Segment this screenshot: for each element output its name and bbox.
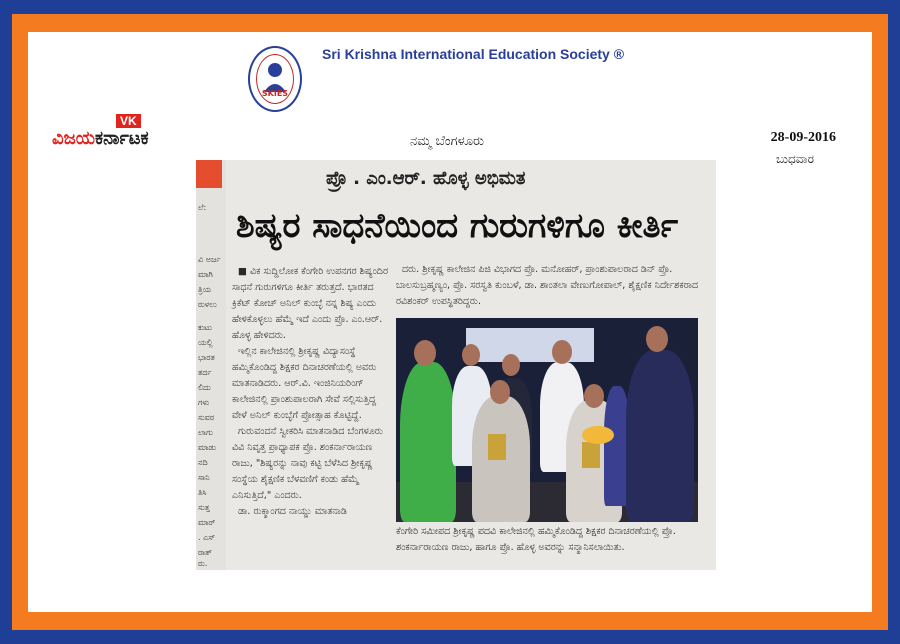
- left-fragment: ಸಾನಿ: [198, 473, 210, 482]
- body-paragraph: ಡಾ. ರುಕ್ಮಾಂಗದ ನಾಯ್ಡು ಮಾತನಾಡಿ: [238, 506, 347, 517]
- left-fragment: ತ್ರಿಯ: [198, 285, 212, 294]
- left-fragment: ಮಾರ್: [198, 518, 216, 527]
- stage-banner: [466, 328, 594, 362]
- left-fragment: ಲಾಗು: [198, 428, 213, 437]
- left-fragment: ಮಾಡು: [198, 443, 217, 452]
- left-fragment: ರುಳಲು: [198, 300, 217, 309]
- issue-weekday: ಬುಧವಾರ: [776, 152, 814, 166]
- left-fragment: ಲಿದು: [198, 383, 211, 392]
- newspaper-name-part2: ಕರ್ನಾಟಕ: [94, 128, 149, 149]
- left-fragment: ಸುತ್ತ: [198, 503, 210, 512]
- left-fragment: ತಿಸಿ: [198, 488, 207, 497]
- adjacent-column: [196, 160, 226, 570]
- left-fragment: ನದಿ: [198, 458, 208, 467]
- event-photo: [396, 318, 698, 522]
- left-fragment: ಮಾಗಿ: [198, 270, 213, 279]
- left-fragment: ವಿ ಅರ್ಜ: [198, 255, 221, 264]
- body-paragraph: ದರು. ಶ್ರೀಕೃಷ್ಣ ಕಾಲೇಜಿನ ಪಿಜಿ ವಿಭಾಗದ ಪ್ರೊ. ಮನೋಹರ್, ಪ್ರಾಂಶುಪಾಲರಾದ ಡಿನ್ ಪ್ರೊ. ಬಾಲಸುಬ್ರಹ್ಮಣ್ಯಂ, ಪ್ರೊ. ಸರಸ್ವತಿ ಕುಂಬಳೆ, ಡಾ. ಶಾಂತಲಾ ವೇಣುಗೋಪಾಲ್, ಶೈಕ್ಷಣಿಕ ನಿರ್ದೇಶಕರಾದ ರವಿಶಂಕರ್ ಉಪಸ್ಥಿತರಿದ್ದರು.: [396, 264, 699, 307]
- left-fragment: ಭಾರತ: [198, 353, 215, 362]
- body-paragraph: ಇಲ್ಲಿನ ಕಾಲೇಜಿನಲ್ಲಿ ಶ್ರೀಕೃಷ್ಣ ವಿದ್ಯಾಸಂಸ್ಥೆ ಹಮ್ಮಿಕೊಂಡಿದ್ದ ಶಿಕ್ಷಕರ ದಿನಾಚರಣೆಯಲ್ಲಿ ಅವರು ಮಾತನಾಡಿದರು. ಆರ್.ವಿ. ಇಂಜಿನಿಯರಿಂಗ್ ಕಾಲೇಜಿನಲ್ಲಿ ಪ್ರಾಂಶುಪಾಲರಾಗಿ ಸೇವೆ ಸಲ್ಲಿಸುತ್ತಿದ್ದ ವೇಳೆ ಅನಿಲ್ ಕುಂಬ್ಳೆಗೆ ಪ್ರೋತ್ಸಾಹ ಕೊಟ್ಟಿದ್ದೆ.: [232, 346, 377, 421]
- left-fragment: ಯಲ್ಲಿ: [198, 338, 213, 347]
- issue-date: 28-09-2016: [770, 130, 836, 145]
- memento: [582, 442, 600, 468]
- logo-text: SKIES: [261, 89, 289, 98]
- body-paragraph: ■ ವಿಕ ಸುದ್ದಿಲೋಕ ಕೆಂಗೇರಿ ಉಪನಗರ ಶಿಷ್ಯಂದಿರ ಸಾಧನೆ ಗುರುಗಳಿಗೂ ಕೀರ್ತಿ ತರುತ್ತದೆ. ಭಾರತದ ಕ್ರಿಕೆಟ್ ಕೋಚ್ ಅನಿಲ್ ಕುಂಬ್ಳೆ ನನ್ನ ಶಿಷ್ಯ ಎಂದು ಹೇಳಿಕೊಳ್ಳಲು ಹೆಮ್ಮೆ ಇದೆ ಎಂದು ಪ್ರೊ. ಎಂ.ಆರ್. ಹೊಳ್ಳ ಹೇಳಿದರು.: [232, 266, 388, 341]
- left-fragment: ಸುವರ: [198, 413, 215, 422]
- edition-city: ನಮ್ಮ ಬೆಂಗಳೂರು: [410, 134, 485, 149]
- society-logo-icon: [248, 46, 302, 112]
- left-fragment: ಲೆ:: [198, 203, 207, 212]
- article-strapline: ಪ್ರೊ . ಎಂ.ಆರ್. ಹೊಳ್ಳ ಅಭಿಮತ: [326, 168, 526, 189]
- news-clipping: [196, 160, 716, 570]
- newspaper-name: [52, 126, 149, 152]
- person-figure: [626, 350, 694, 522]
- left-fragment: ಗಳು: [198, 398, 210, 407]
- left-fragment: ರಾತ್: [198, 548, 212, 557]
- article-body-column-2: [396, 262, 708, 310]
- body-paragraph: ಗುರುವಂದನೆ ಸ್ವೀಕರಿಸಿ ಮಾತನಾಡಿದ ಬೆಂಗಳೂರು ವಿವಿ ನಿವೃತ್ತ ಪ್ರಾಧ್ಯಾಪಕ ಪ್ರೊ. ಶಂಕರ್ನಾರಾಯಣ ರಾಜು, "ಶಿಷ್ಯರನ್ನು ನಾವು ಕಟ್ಟಿ ಬೆಳೆಸಿದ ಶ್ರೀಕೃಷ್ಣ ಸಂಸ್ಥೆಯ ಶೈಕ್ಷಣಿಕ ಬೆಳವಣಿಗೆ ಕಂಡು ಹೆಮ್ಮೆ ಎನಿಸುತ್ತಿದೆ," ಎಂದರು.: [232, 426, 383, 501]
- article-headline: ಶಿಷ್ಯರ ಸಾಧನೆಯಿಂದ ಗುರುಗಳಿಗೂ ಕೀರ್ತಿ: [236, 206, 679, 246]
- memento: [488, 434, 506, 460]
- left-fragment: ಕುಟು: [198, 323, 212, 332]
- left-fragment: ರು.: [198, 559, 208, 568]
- society-name: Sri Krishna International Education Society ®: [322, 46, 625, 62]
- newspaper-logo: [52, 114, 222, 154]
- left-fragment: . ಎಸ್: [198, 533, 216, 542]
- bouquet: [582, 426, 614, 444]
- person-figure: [400, 362, 456, 522]
- vk-badge: VK: [116, 114, 141, 128]
- left-fragment: ತರ್ದ: [198, 368, 212, 377]
- photo-caption: ಕೆಂಗೇರಿ ಸಮೀಪದ ಶ್ರೀಕೃಷ್ಣ ಪದವಿ ಕಾಲೇಜಿನಲ್ಲಿ ಹಮ್ಮಿಕೊಂಡಿದ್ದ ಶಿಕ್ಷಕರ ದಿನಾಚರಣೆಯಲ್ಲಿ ಪ್ರೊ. ಶಂಕರ್ನಾರಾಯಣ ರಾಜು, ಹಾಗೂ ಪ್ರೊ. ಹೊಳ್ಳ ಅವರನ್ನು ಸನ್ಮಾನಿಸಲಾಯಿತು.: [396, 526, 676, 553]
- newspaper-name-part1: ವಿಜಯ: [52, 128, 95, 149]
- article-body-column-1: [232, 264, 390, 520]
